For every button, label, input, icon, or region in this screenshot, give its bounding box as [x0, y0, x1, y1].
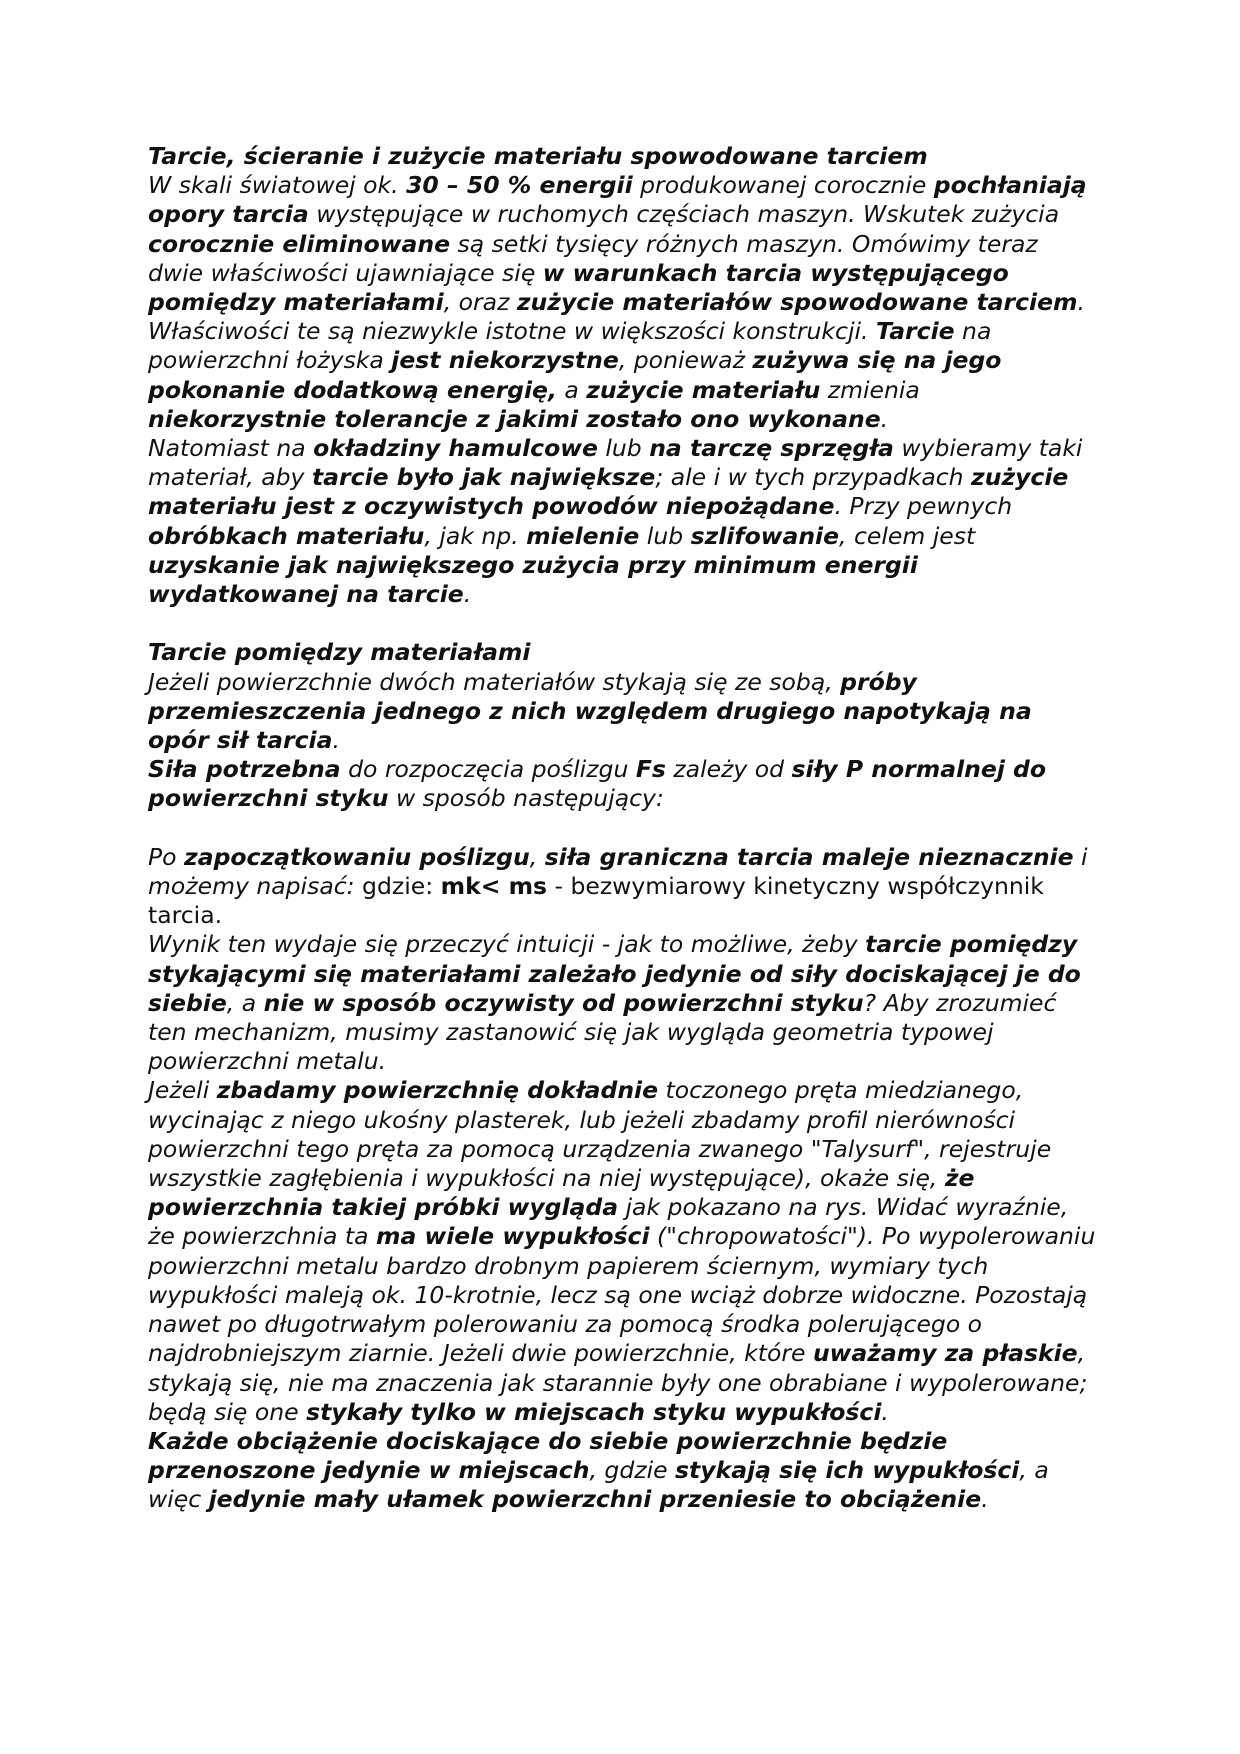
- bold-text-segment: próby przemieszczenia jednego z nich względem drugiego napotykają na opór sił tarcia: [148, 667, 1032, 755]
- text-segment: ,: [529, 842, 545, 871]
- paragraph: [148, 638, 1098, 667]
- text-segment: .: [981, 1485, 989, 1514]
- text-segment: do rozpoczęcia poślizgu: [340, 755, 636, 784]
- text-segment: .: [332, 726, 340, 755]
- text-segment: , oraz: [443, 288, 517, 317]
- text-segment: wybieramy taki materiał, aby: [148, 434, 1083, 492]
- text-segment: .: [880, 404, 889, 433]
- text-segment: , gdzie: [589, 1456, 676, 1485]
- text-segment: jak pokazano na rys. Widać wyraźnie, że powierzchnia ta: [148, 1193, 1069, 1251]
- bold-text-segment: Tarcie: [875, 317, 955, 346]
- bold-text-segment: Siła potrzebna: [148, 755, 341, 784]
- bold-text-segment: pochłaniają opory tarcia: [148, 171, 1087, 229]
- text-segment: Jeżeli: [148, 1076, 217, 1105]
- document-page: [148, 142, 1098, 1515]
- text-segment: , jak np.: [424, 521, 527, 550]
- paragraph: [148, 142, 1098, 171]
- text-segment: gdzie:: [362, 872, 441, 901]
- bold-text-segment: mk< ms: [440, 872, 548, 901]
- text-segment: .: [463, 580, 472, 609]
- paragraph: [148, 1427, 1098, 1515]
- paragraph: [148, 1076, 1098, 1426]
- bold-text-segment: ma wiele wypukłości: [375, 1222, 650, 1251]
- paragraph: [148, 171, 1098, 434]
- bold-text-segment: stykają się ich wypukłości: [675, 1456, 1020, 1485]
- text-segment: zmienia: [820, 375, 920, 404]
- bold-text-segment: zbadamy powierzchnię dokładnie: [216, 1076, 659, 1105]
- paragraph-spacer: [148, 814, 1098, 843]
- text-segment: w sposób następujący:: [388, 784, 664, 813]
- bold-text-segment: okładziny hamulcowe: [313, 434, 598, 463]
- bold-text-segment: tarcie było jak największe: [311, 463, 656, 492]
- paragraph: [148, 930, 1098, 1076]
- text-segment: lub: [639, 521, 691, 550]
- bold-text-segment: na tarczę sprzęgła: [649, 434, 894, 463]
- bold-text-segment: Tarcie pomiędzy materiałami: [148, 638, 531, 667]
- text-segment: ; ale i w tych przypadkach: [655, 463, 972, 492]
- paragraph: [148, 755, 1098, 813]
- text-segment: Natomiast na: [148, 434, 314, 463]
- bold-text-segment: zużycie materiałów spowodowane tarciem: [516, 288, 1078, 317]
- paragraph: [148, 843, 1098, 931]
- bold-text-segment: corocznie eliminowane: [148, 229, 451, 258]
- bold-text-segment: siła graniczna tarcia maleje nieznacznie: [544, 842, 1074, 871]
- bold-text-segment: zużycie materiału: [586, 375, 821, 404]
- text-segment: . Przy pewnych: [834, 492, 1013, 521]
- bold-text-segment: 30 – 50 % energii: [406, 171, 633, 200]
- text-segment: ("chropowatości"). Po wypolerowaniu powierzchni metalu bardzo drobnym papierem ściernym, wymiary tych wypukłości maleją ok. 10-krotnie, lecz są one wciąż dobrze widoczne. Pozostają nawet po długotrwałym polerowaniu za pomocą środka polerującego o najdrobniejszym ziarnie. Jeżeli dwie powierzchnie, które: [148, 1222, 1096, 1368]
- text-segment: , a więc: [148, 1456, 1049, 1514]
- bold-text-segment: siły P normalnej do powierzchni styku: [148, 755, 1047, 813]
- text-segment: , ponieważ: [618, 346, 753, 375]
- paragraph: [148, 434, 1098, 609]
- bold-text-segment: Fs: [635, 755, 666, 784]
- text-segment: Po: [148, 842, 185, 871]
- bold-text-segment: uważamy za płaskie: [812, 1339, 1078, 1368]
- text-segment: lub: [597, 434, 650, 463]
- text-segment: . Właściwości te są niezwykle istotne w większości konstrukcji.: [148, 288, 1086, 346]
- bold-text-segment: jest niekorzystne: [391, 346, 619, 375]
- bold-text-segment: że powierzchnia takiej próbki wygląda: [148, 1164, 975, 1222]
- bold-text-segment: zużywa się na jego pokonanie dodatkową energię,: [148, 346, 1002, 404]
- bold-text-segment: tarcie pomiędzy stykającymi się materiałami zależało jedynie od siły dociskającej je do siebie: [148, 930, 1081, 1017]
- bold-text-segment: zapoczątkowaniu poślizgu: [184, 842, 530, 871]
- bold-text-segment: w warunkach tarcia występującego pomiędzy materiałami: [148, 258, 1009, 317]
- bold-text-segment: nie w sposób oczywisty od powierzchni styku: [263, 988, 864, 1017]
- bold-text-segment: niekorzystnie tolerancje z jakimi zostało ono wykonane: [148, 404, 881, 433]
- bold-text-segment: uzyskanie jak największego zużycia przy minimum energii wydatkowanej na tarcie: [148, 550, 918, 609]
- text-segment: Wynik ten wydaje się przeczyć intuicji - jak to możliwe, żeby: [148, 930, 866, 959]
- bold-text-segment: szlifowanie: [690, 521, 840, 550]
- paragraph: [148, 668, 1098, 756]
- text-segment: i możemy napisać:: [148, 842, 1088, 901]
- bold-text-segment: zużycie materiału jest z oczywistych powodów niepożądane: [148, 463, 1069, 521]
- bold-text-segment: Każde obciążenie dociskające do siebie powierzchnie będzie przenoszone jedynie w miejscach: [148, 1426, 948, 1485]
- paragraph-spacer: [148, 609, 1098, 638]
- bold-text-segment: obróbkach materiału: [148, 521, 425, 550]
- bold-text-segment: Tarcie, ścieranie i zużycie materiału spowodowane tarciem: [148, 142, 928, 170]
- text-segment: zależy od: [665, 755, 792, 784]
- text-segment: ? Aby zrozumieć ten mechanizm, musimy zastanowić się jak wygląda geometria typowej powierzchni metalu.: [148, 988, 1057, 1076]
- text-segment: , stykają się, nie ma znaczenia jak starannie były one obrabiane i wypolerowane; będą się one: [148, 1339, 1088, 1426]
- bold-text-segment: jedynie mały ułamek powierzchni przeniesie to obciążenie: [208, 1485, 982, 1514]
- text-segment: , celem jest: [839, 521, 976, 550]
- text-segment: Jeżeli powierzchnie dwóch materiałów stykają się ze sobą,: [148, 667, 841, 696]
- bold-text-segment: stykały tylko w miejscach styku wypukłości: [306, 1397, 882, 1426]
- text-segment: a: [556, 375, 587, 404]
- text-segment: na powierzchni łożyska: [148, 317, 992, 375]
- text-segment: toczonego pręta miedzianego, wycinając z niego ukośny plasterek, lub jeżeli zbadamy profil nierówności powierzchni tego pręta za pomocą urządzenia zwanego "Talysurf", rejestruje wszystkie zagłębienia i wypukłości na niej występujące), okaże się,: [148, 1076, 1052, 1193]
- text-segment: .: [881, 1397, 889, 1426]
- text-segment: produkowanej corocznie: [632, 171, 934, 200]
- bold-text-segment: mielenie: [526, 521, 640, 550]
- text-segment: są setki tysięcy różnych maszyn. Omówimy teraz dwie właściwości ujawniające się: [148, 229, 1038, 287]
- text-segment: - bezwymiarowy kinetyczny współczynnik tarcia.: [148, 872, 1044, 930]
- text-segment: , a: [226, 988, 264, 1017]
- text-segment: W skali światowej ok.: [148, 171, 407, 200]
- text-segment: występujące w ruchomych częściach maszyn. Wskutek zużycia: [308, 200, 1060, 229]
